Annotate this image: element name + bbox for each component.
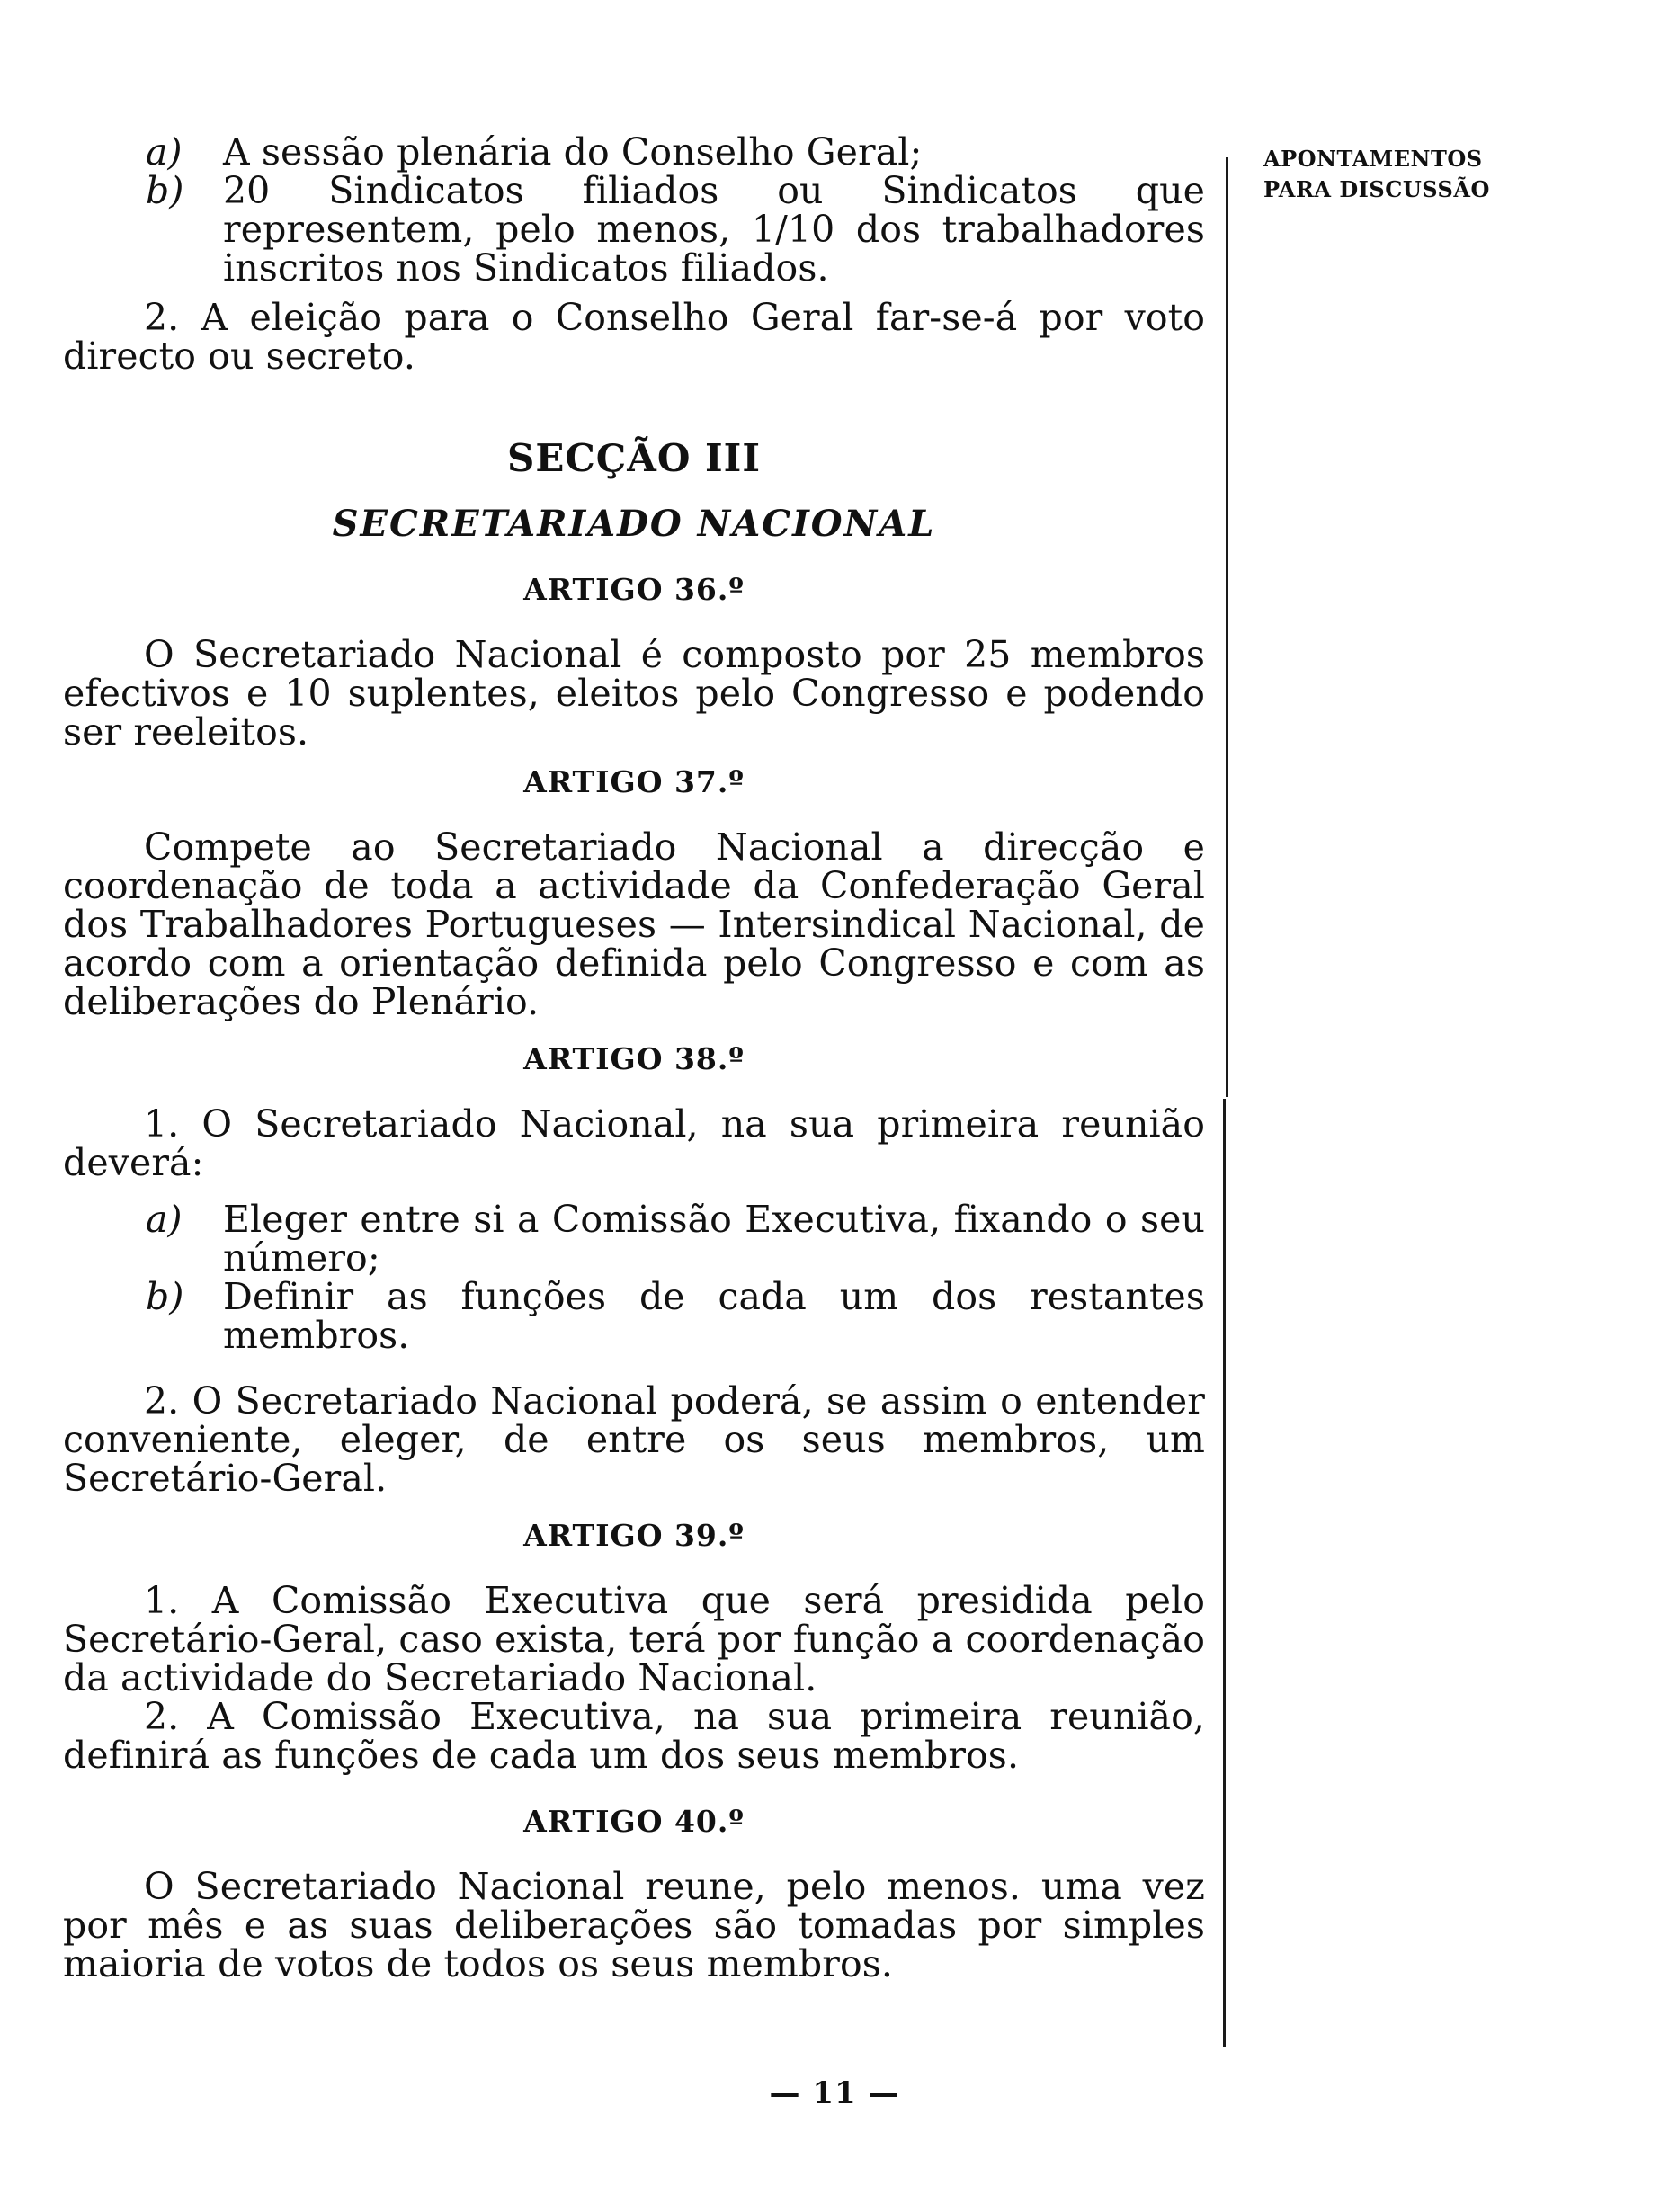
list-item xyxy=(63,1275,1205,1357)
list-item-text: Eleger entre si a Comissão Executiva, fixando o seu número; xyxy=(223,1198,1205,1280)
article-38-list xyxy=(63,1200,1205,1355)
page-number: — 11 — xyxy=(769,2075,900,2111)
list-marker: b) xyxy=(146,1275,184,1318)
list-item-text: Definir as funções de cada um dos restantes membros. xyxy=(223,1275,1205,1357)
list-marker: a) xyxy=(146,130,183,174)
list-item-text: A sessão plenária do Conselho Geral; xyxy=(223,130,923,174)
margin-note xyxy=(1263,144,1490,205)
article-38-paragraph-1: 1. O Secretariado Nacional, na sua primeira reunião deverá: xyxy=(63,1102,1205,1184)
list-item xyxy=(63,1200,1205,1278)
article-39-paragraph-2: 2. A Comissão Executiva, na sua primeira reunião, definirá as funções de cada um dos seus membros. xyxy=(63,1695,1205,1777)
margin-divider-lower xyxy=(1223,1099,1226,2047)
article-36-text: O Secretariado Nacional é composto por 25 membros efectivos e 10 suplentes, eleitos pelo Congresso e podendo ser reeleitos. xyxy=(63,633,1205,754)
list-item-text: 20 Sindicatos filiados ou Sindicatos que representem, pelo menos, 1/10 dos trabalhadores inscritos nos Sindicatos filiados. xyxy=(223,169,1205,290)
intro-paragraph-2: 2. A eleição para o Conselho Geral far-se-á por voto directo ou secreto. xyxy=(63,296,1205,378)
main-text-column xyxy=(63,130,1205,1985)
list-marker: b) xyxy=(146,169,184,212)
article-37-text: Compete ao Secretariado Nacional a direcção e coordenação de toda a actividade da Confederação Geral dos Trabalhadores Portugueses — Intersindical Nacional, de acordo com a orientação definida pelo Congresso e com as deliberações do Plenário. xyxy=(63,825,1205,1023)
intro-list xyxy=(63,130,1205,290)
list-marker: a) xyxy=(146,1198,183,1241)
margin-note-line-2: PARA DISCUSSÃO xyxy=(1263,176,1490,202)
margin-note-line-1: APONTAMENTOS xyxy=(1263,146,1483,172)
list-item xyxy=(63,169,1205,290)
article-37-heading: ARTIGO 37.º xyxy=(523,764,745,799)
article-38-heading: ARTIGO 38.º xyxy=(523,1041,745,1076)
section-title: SECÇÃO III xyxy=(507,436,761,480)
article-39-heading: ARTIGO 39.º xyxy=(523,1518,745,1553)
article-40-heading: ARTIGO 40.º xyxy=(523,1804,745,1839)
article-38-paragraph-2: 2. O Secretariado Nacional poderá, se assim o entender conveniente, eleger, de entre os seus membros, um Secretário-Geral. xyxy=(63,1379,1205,1500)
list-item xyxy=(63,130,1205,174)
section-subtitle: SECRETARIADO NACIONAL xyxy=(332,503,936,545)
margin-divider-upper xyxy=(1226,157,1228,1097)
article-40-text: O Secretariado Nacional reune, pelo menos. uma vez por mês e as suas deliberações são tomadas por simples maioria de votos de todos os seus membros. xyxy=(63,1865,1205,1985)
article-39-paragraph-1: 1. A Comissão Executiva que será presidida pelo Secretário-Geral, caso exista, terá por função a coordenação da actividade do Secretariado Nacional. xyxy=(63,1579,1205,1699)
article-36-heading: ARTIGO 36.º xyxy=(523,572,745,607)
